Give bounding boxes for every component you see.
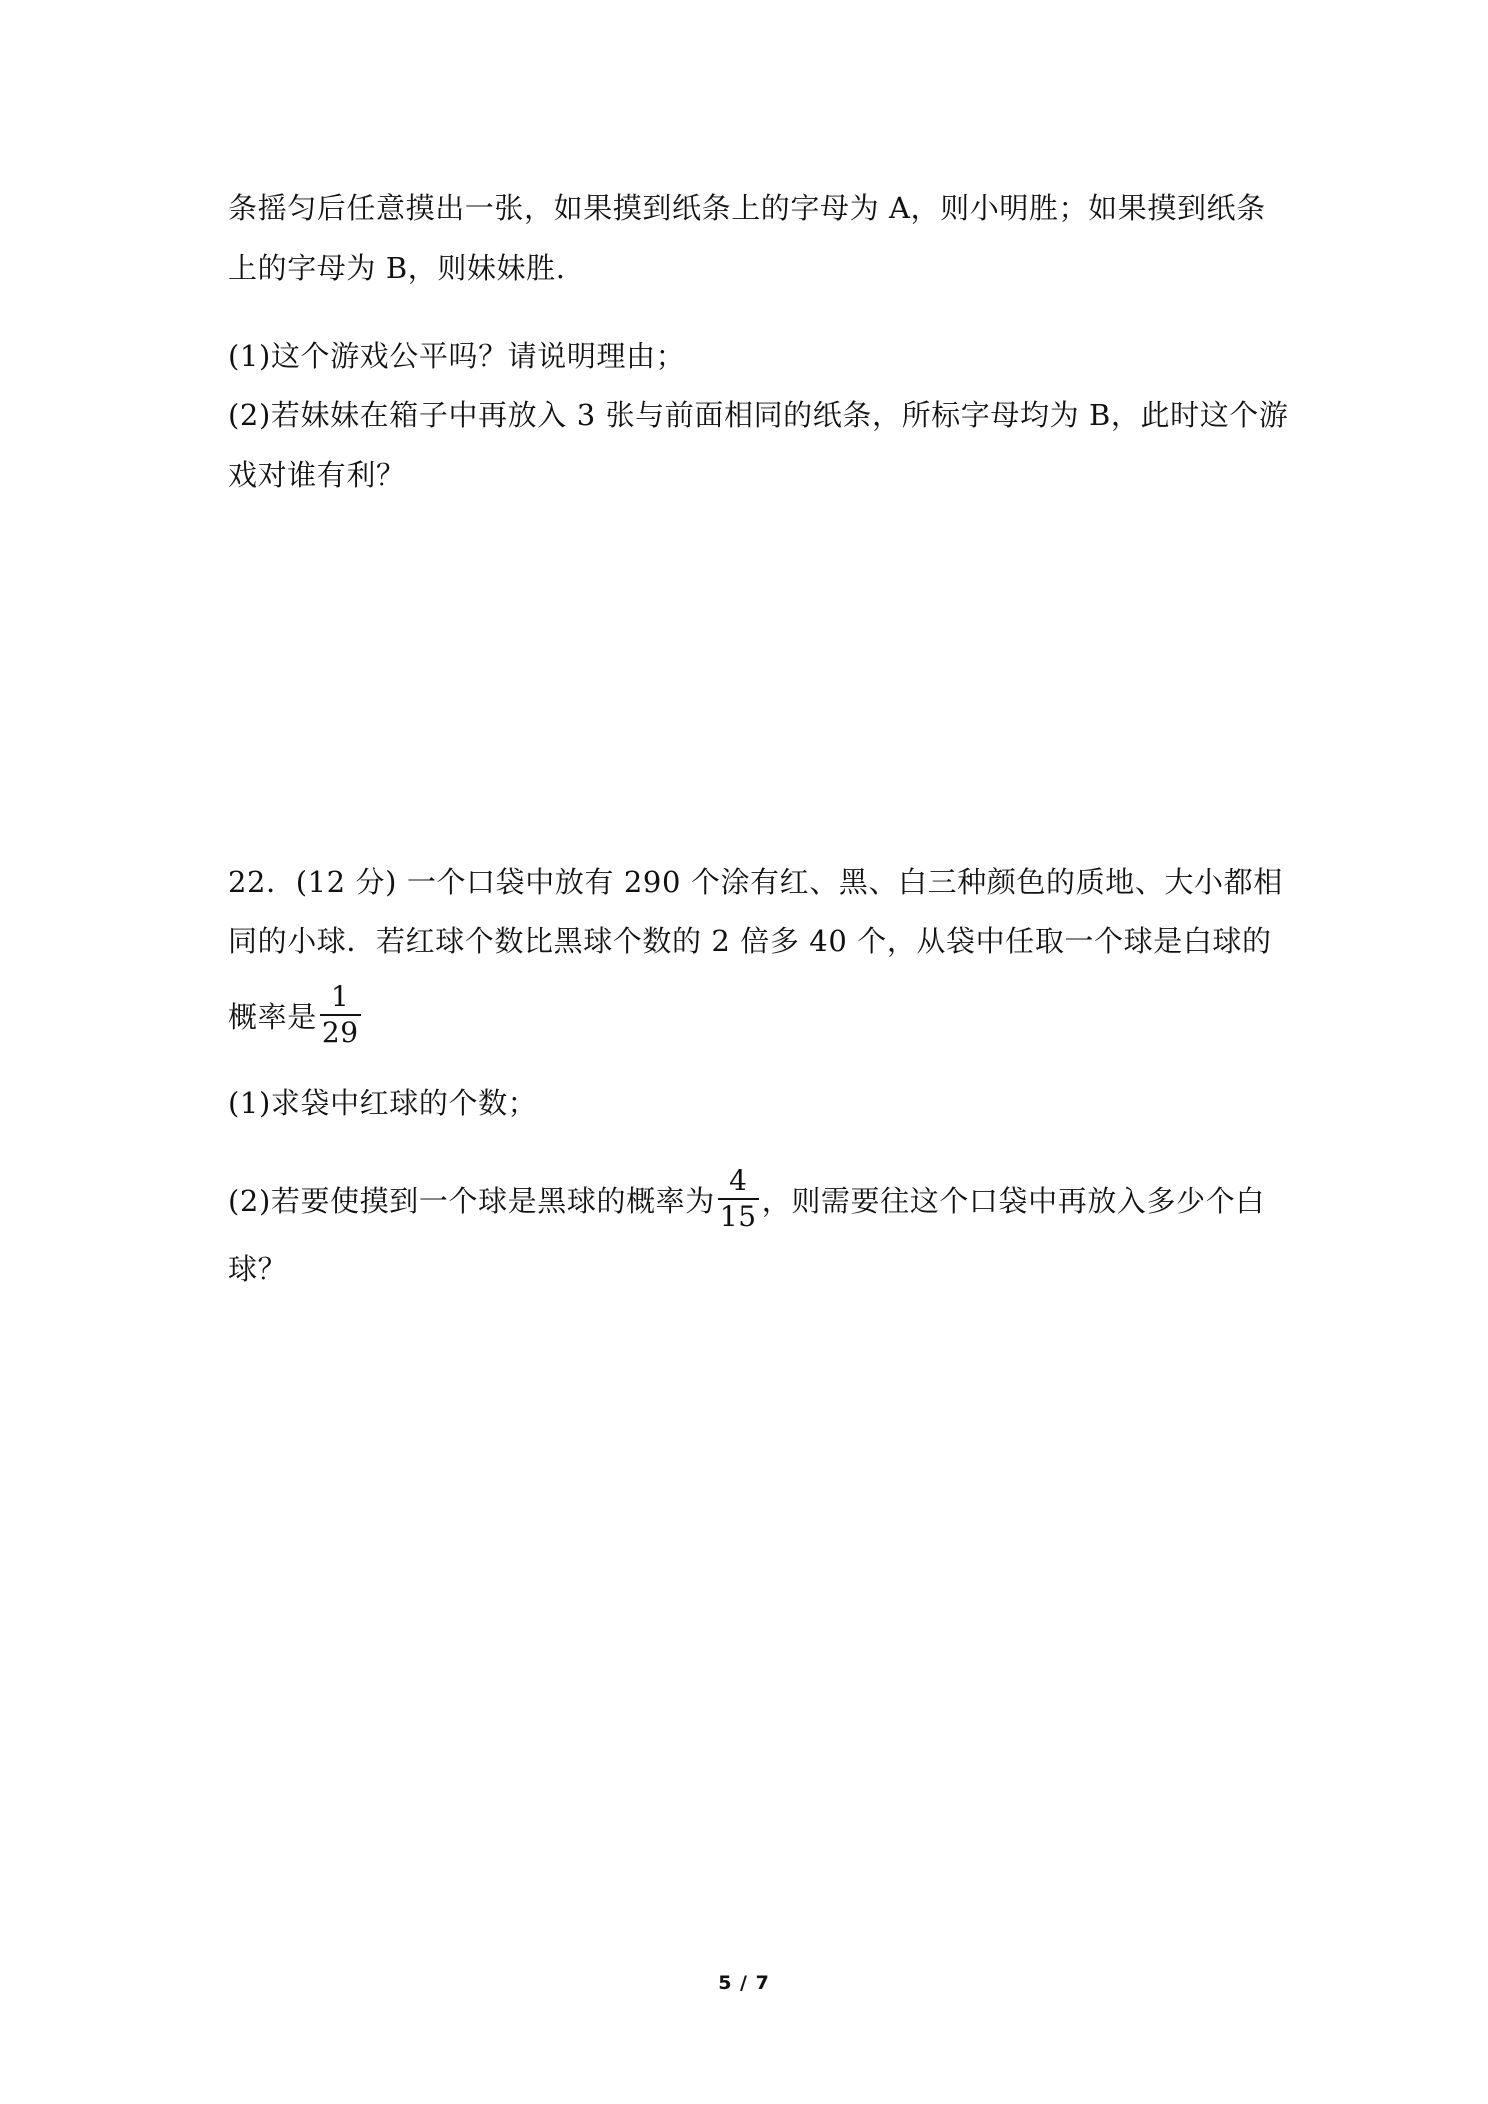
fraction-numerator: 4 — [718, 1166, 759, 1200]
q22-part-2-suffix: ，则需要往这个口袋中再放入多少个白 — [761, 1184, 1265, 1218]
fraction-denominator: 15 — [719, 1200, 757, 1233]
q22-line-3 — [228, 980, 364, 1052]
q21-part-2-line-1: (2)若妹妹在箱子中再放入 3 张与前面相同的纸条，所标字母均为 B，此时这个游 — [228, 398, 1289, 432]
q22-part-2-line-1 — [228, 1164, 1265, 1236]
q22-line-2: 同的小球．若红球个数比黑球个数的 2 倍多 40 个，从袋中任取一个球是白球的 — [228, 924, 1272, 958]
q22-part-2-prefix: (2)若要使摸到一个球是黑球的概率为 — [228, 1184, 715, 1218]
q21-part-2-line-2: 戏对谁有利？ — [228, 458, 406, 492]
q21-intro-line-1: 条摇匀后任意摸出一张，如果摸到纸条上的字母为 A，则小明胜；如果摸到纸条 — [228, 191, 1266, 225]
black-ball-probability-fraction — [718, 1166, 759, 1232]
q22-part-2-line-2: 球？ — [228, 1252, 288, 1286]
fraction-numerator: 1 — [320, 982, 361, 1016]
fraction-denominator: 29 — [321, 1016, 359, 1049]
q21-intro-line-2: 上的字母为 B，则妹妹胜. — [228, 251, 566, 285]
q21-part-1: (1)这个游戏公平吗？请说明理由； — [228, 339, 686, 373]
q22-line-3-prefix: 概率是 — [228, 1000, 317, 1034]
q22-line-1: 22．(12 分) 一个口袋中放有 290 个涂有红、黑、白三种颜色的质地、大小都相 — [228, 865, 1283, 899]
white-ball-probability-fraction — [320, 982, 361, 1048]
page-indicator: 5 / 7 — [718, 1972, 770, 1994]
q22-part-1: (1)求袋中红球的个数； — [228, 1086, 538, 1120]
